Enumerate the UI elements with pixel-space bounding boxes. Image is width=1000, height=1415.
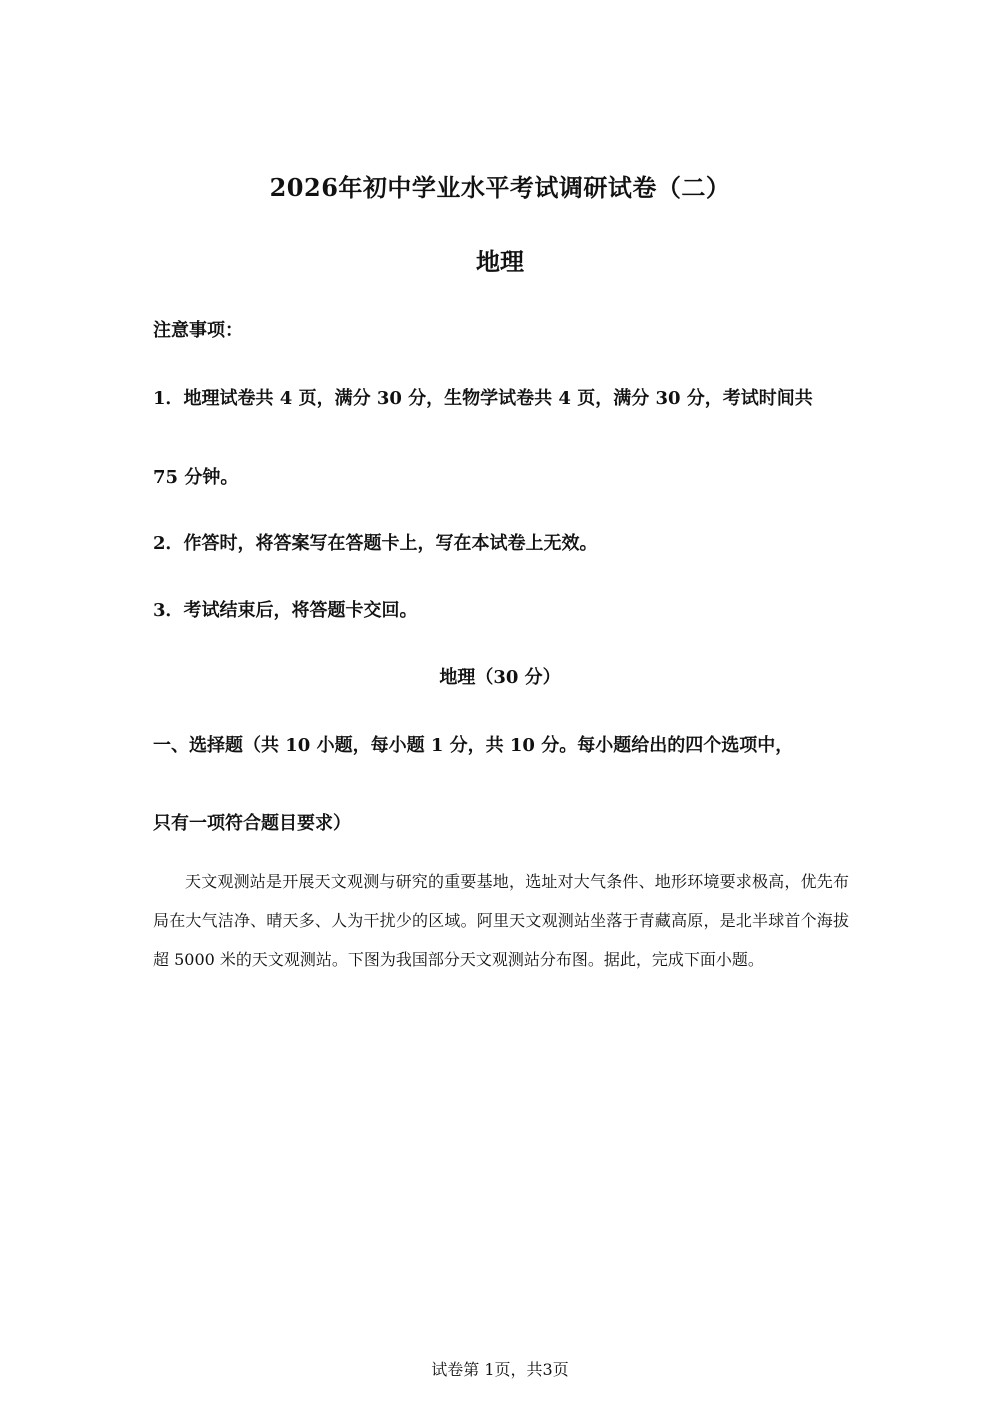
notice-item-3: 3．考试结束后，将答题卡交回。 [153, 600, 418, 621]
subject-title: 地理 [476, 247, 524, 276]
exam-title: 2026年初中学业水平考试调研试卷（二） [269, 173, 731, 202]
page-footer: 试卷第 1页，共3页 [431, 1360, 569, 1379]
section-heading: 地理（30 分） [439, 667, 561, 688]
reading-passage: 天文观测站是开展天文观测与研究的重要基地，选址对大气条件、地形环境要求极高，优先布局在大气洁净、晴天多、人为干扰少的区域。阿里天文观测站坐落于青藏高原，是北半球首个海拔超 5000 米的天文观测站。下图为我国部分天文观测站分布图。据此，完成下面小题。 [153, 872, 849, 969]
part-one-heading-line-1: 一、选择题（共 10 小题，每小题 1 分，共 10 分。每小题给出的四个选项中， [153, 735, 794, 756]
part-one-heading-line-2: 只有一项符合题目要求） [153, 813, 351, 834]
notice-heading: 注意事项： [153, 320, 243, 341]
notice-item-1-line-1: 1．地理试卷共 4 页，满分 30 分，生物学试卷共 4 页，满分 30 分，考试时间共 [153, 388, 813, 409]
notice-item-2: 2．作答时，将答案写在答题卡上，写在本试卷上无效。 [153, 533, 598, 554]
notice-item-1-line-2: 75 分钟。 [153, 467, 239, 488]
